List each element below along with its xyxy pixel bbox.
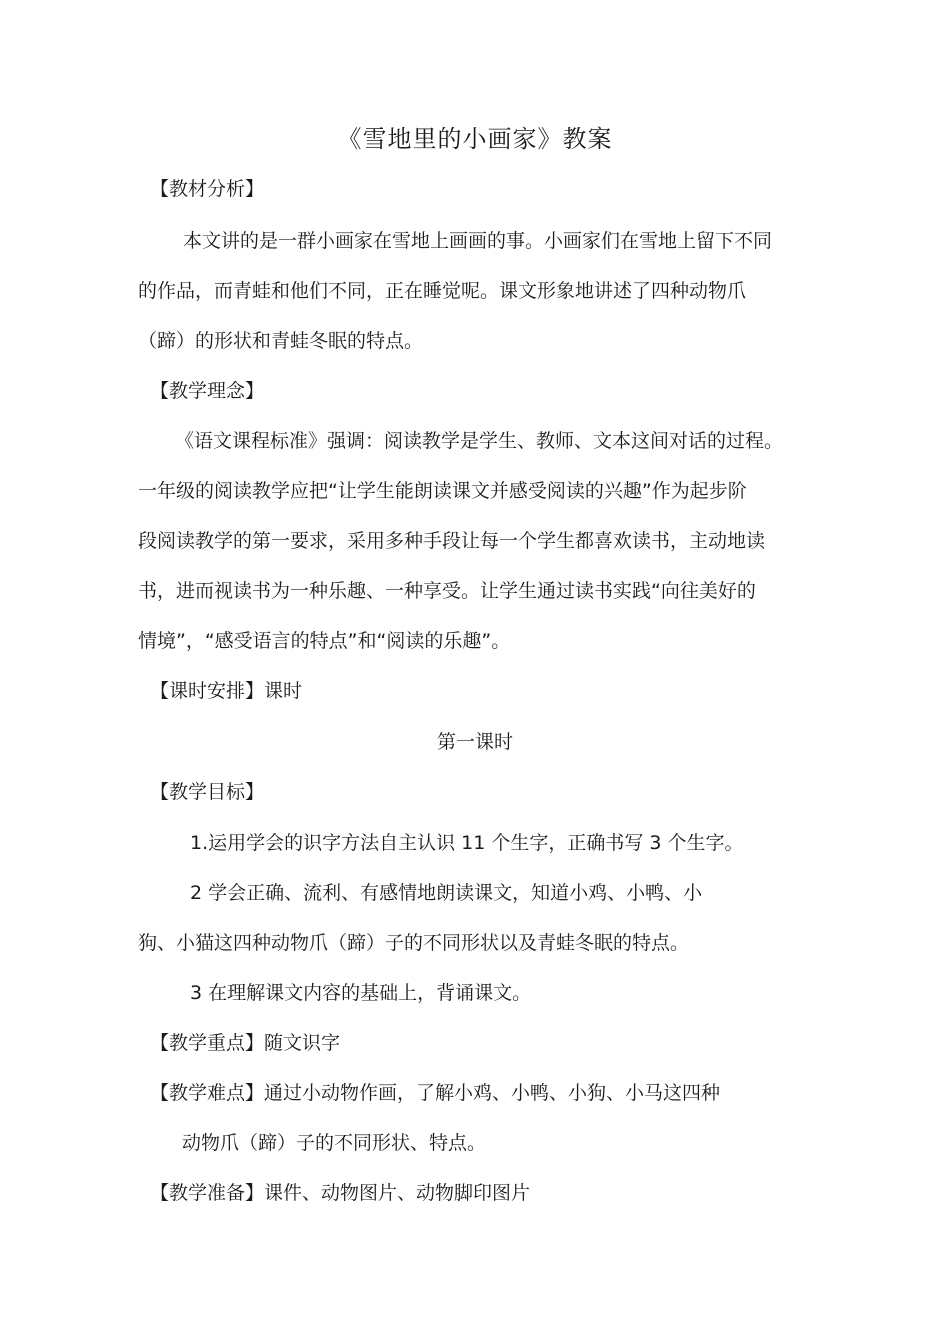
paragraph-line: 的作品，而青蛙和他们不同，正在睡觉呢。课文形象地讲述了四种动物爪: [138, 280, 747, 302]
section-heading-material: 【教材分析】: [150, 178, 265, 200]
section-difficulties: 【教学难点】通过小动物作画，了解小鸡、小鸭、小狗、小马这四种: [150, 1082, 721, 1104]
paragraph-line: 《语文课程标准》强调：阅读教学是学生、教师、文本这间对话的过程。: [175, 430, 784, 452]
goal-item: 1.运用学会的识字方法自主认识 11 个生字，正确书写 3 个生字。: [190, 832, 744, 854]
section-heading-goals: 【教学目标】: [150, 781, 265, 803]
paragraph-line: 情境”，“感受语言的特点”和“阅读的乐趣”。: [138, 630, 511, 652]
paragraph-line: 本文讲的是一群小画家在雪地上画画的事。小画家们在雪地上留下不同: [183, 230, 773, 252]
paragraph-line: （蹄）的形状和青蛙冬眠的特点。: [138, 330, 424, 352]
section-key-points: 【教学重点】随文识字: [150, 1032, 341, 1054]
section-preparation: 【教学准备】课件、动物图片、动物脚印图片: [150, 1182, 531, 1204]
paragraph-line: 段阅读教学的第一要求，采用多种手段让每一个学生都喜欢读书，主动地读: [138, 530, 766, 552]
document-title: 《雪地里的小画家》教案: [337, 125, 613, 153]
paragraph-line: 一年级的阅读教学应把“让学生能朗读课文并感受阅读的兴趣”作为起步阶: [138, 480, 747, 502]
goal-item: 3 在理解课文内容的基础上，背诵课文。: [190, 982, 532, 1004]
paragraph-line: 书，进而视读书为一种乐趣、一种享受。让学生通过读书实践“向往美好的: [138, 580, 756, 602]
lesson-heading: 第一课时: [436, 731, 513, 753]
section-difficulties-continuation: 动物爪（蹄）子的不同形状、特点。: [182, 1132, 487, 1154]
section-schedule: 【课时安排】课时: [150, 680, 303, 702]
goal-item-continuation: 狗、小猫这四种动物爪（蹄）子的不同形状以及青蛙冬眠的特点。: [138, 932, 690, 954]
goal-item: 2 学会正确、流利、有感情地朗读课文，知道小鸡、小鸭、小: [190, 882, 703, 904]
section-heading-philosophy: 【教学理念】: [150, 380, 265, 402]
